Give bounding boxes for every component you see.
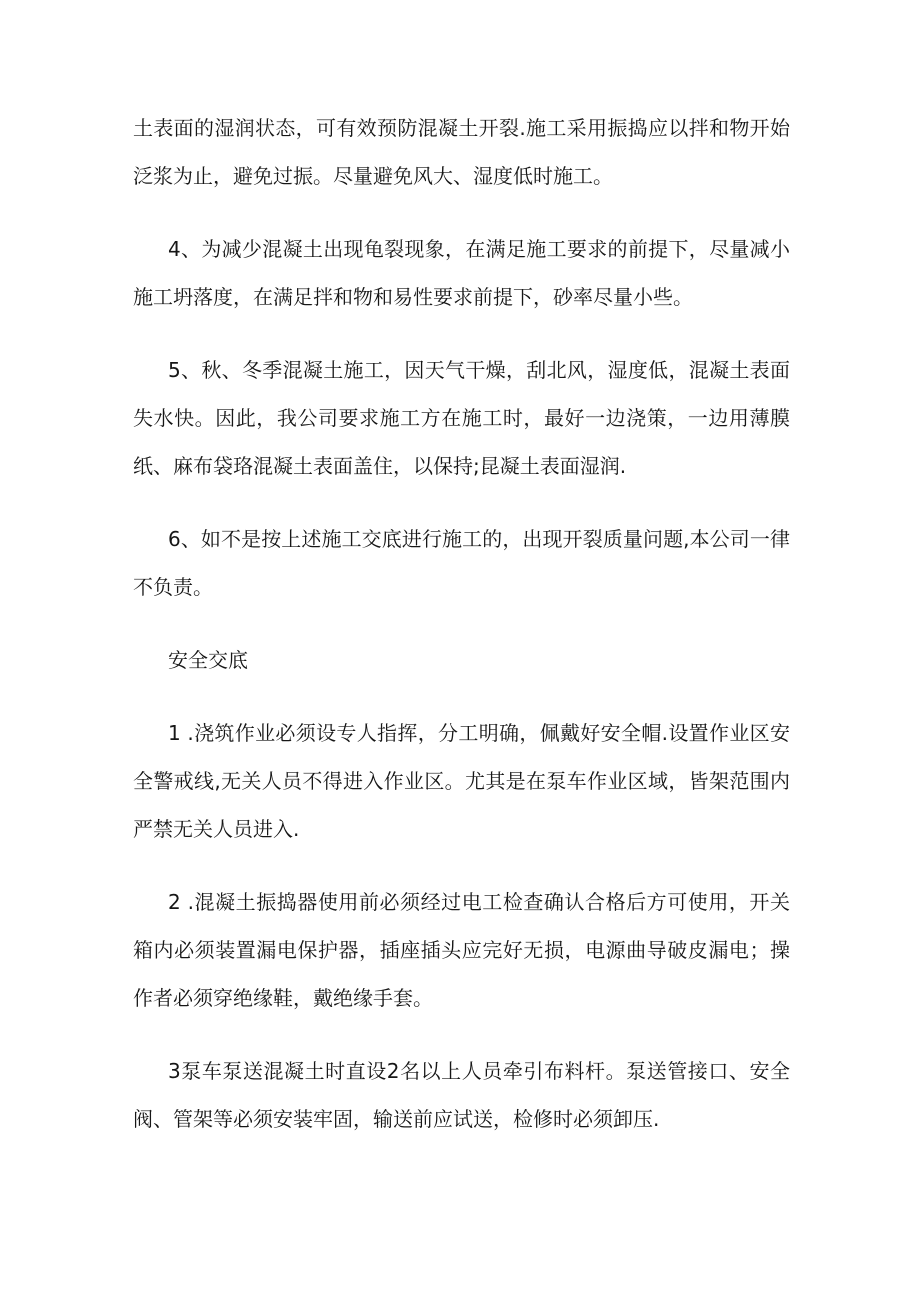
safety-item-1: 1 .浇筑作业必须设专人指挥，分工明确，佩戴好安全帽.设置作业区安全警戒线,无关人员不得进入作业区。尤其是在泵车作业区域，皆架范围内严禁无关人员进入. (133, 721, 790, 841)
safety-section-heading: 安全交底 (168, 648, 248, 672)
paragraph-item-4: 4、为减少混凝土出现龟裂现象，在满足施工要求的前提下，尽量减小施工坍落度，在满足拌和物和易性要求前提下，砂率尽量小些。 (133, 237, 790, 309)
paragraph-continuation: 土表面的湿润状态，可有效预防混凝土开裂.施工采用振捣应以拌和物开始泛浆为止，避免过振。尽量避免风大、湿度低时施工。 (133, 116, 790, 188)
paragraph-item-5: 5、秋、冬季混凝土施工，因天气干燥，刮北风，湿度低，混凝土表面失水快。因此，我公司要求施工方在施工时，最好一边浇策，一边用薄膜纸、麻布袋珞混凝土表面盖住，以保持;昆凝土表面湿润. (133, 358, 790, 478)
paragraph-item-6: 6、如不是按上述施工交底进行施工的，出现开裂质量问题,本公司一律不负责。 (133, 527, 790, 599)
safety-item-3: 3泵车泵送混凝土时直设2名以上人员牵引布料杆。泵送管接口、安全阀、管架等必须安装牢固，输送前应试送，检修时必须卸压. (133, 1059, 790, 1131)
safety-item-2: 2 .混凝土振捣器使用前必须经过电工检查确认合格后方可使用，开关箱内必须装置漏电保护器，插座插头应完好无损，电源曲导破皮漏电；操作者必须穿绝缘鞋，戴绝缘手套。 (133, 890, 790, 1010)
